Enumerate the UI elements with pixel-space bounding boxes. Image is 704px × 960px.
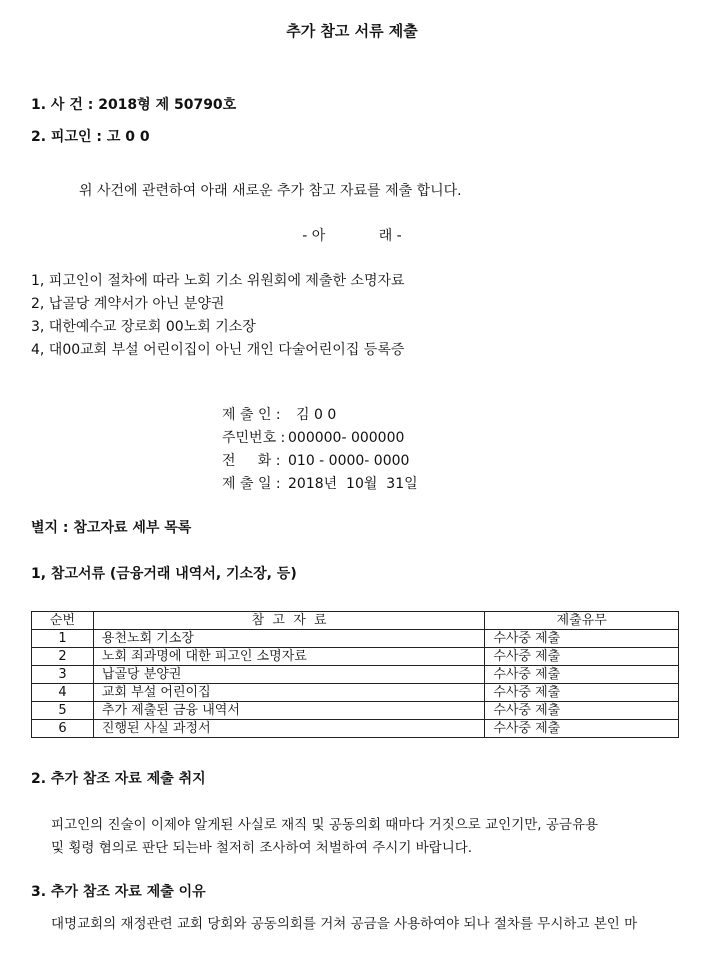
header-reference: 참 고 자 료: [93, 612, 484, 630]
section2-line-1: 피고인의 진술이 이제야 알게된 사실로 재직 및 공동의회 때마다 거짓으로 교인기만, 공금유용: [51, 817, 599, 833]
submitter-id-value: 000000- 000000: [288, 430, 405, 446]
table-row: [32, 630, 679, 648]
submitter-date-label: 제 출 일 :: [222, 476, 281, 492]
document-title: 추가 참고 서류 제출: [286, 22, 418, 40]
appendix-title: 별지 : 참고자료 세부 목록: [31, 520, 192, 536]
below-heading: - 아 래 -: [302, 228, 402, 244]
header-number: 순번: [32, 612, 94, 630]
section3-title: 3. 추가 참조 자료 제출 이유: [31, 884, 206, 900]
table-header-row: [32, 612, 679, 630]
row-status: 수사중 제출: [485, 684, 679, 702]
table-row: [32, 666, 679, 684]
table-row: [32, 702, 679, 720]
submitter-phone-value: 010 - 0000- 0000: [288, 453, 410, 469]
submitter-name-row: [222, 404, 336, 424]
row-reference: 추가 제출된 금융 내역서: [93, 702, 484, 720]
case-label: 1. 사 건 :: [31, 97, 99, 113]
row-status: 수사중 제출: [485, 720, 679, 738]
row-reference: 용천노회 기소장: [93, 630, 484, 648]
submitter-phone-label: 전 화 :: [222, 453, 281, 469]
row-number: 1: [32, 630, 94, 648]
row-number: 6: [32, 720, 94, 738]
row-reference: 노회 죄과명에 대한 피고인 소명자료: [93, 648, 484, 666]
section3-line-1: 대명교회의 재정관련 교회 당회와 공동의회를 거쳐 공금을 사용하여야 되나 절차를 무시하고 본인 마: [51, 916, 638, 932]
header-status: 제출유무: [485, 612, 679, 630]
row-reference: 납골당 분양권: [93, 666, 484, 684]
table-row: [32, 684, 679, 702]
item-2: 2, 납골당 계약서가 아닌 분양권: [31, 296, 225, 312]
row-status: 수사중 제출: [485, 666, 679, 684]
row-number: 4: [32, 684, 94, 702]
submitter-id-label: 주민번호 :: [222, 430, 286, 446]
table-row: [32, 648, 679, 666]
section2-line-2: 및 횡령 혐의로 판단 되는바 철저히 조사하여 처벌하여 주시기 바랍니다.: [51, 840, 473, 856]
item-3: 3, 대한예수교 장로회 00노회 기소장: [31, 319, 256, 335]
submitter-date-row: [222, 473, 418, 493]
item-4: 4, 대00교회 부설 어린이집이 아닌 개인 다술어린이집 등록증: [31, 342, 405, 358]
submitter-phone-row: [222, 450, 409, 470]
row-status: 수사중 제출: [485, 702, 679, 720]
submitter-date-value: 2018년 10월 31일: [288, 476, 418, 492]
row-number: 3: [32, 666, 94, 684]
reference-table: [31, 611, 679, 738]
row-reference: 진행된 사실 과정서: [93, 720, 484, 738]
intro-text: 위 사건에 관련하여 아래 새로운 추가 참고 자료를 제출 합니다.: [79, 183, 462, 199]
table-row: [32, 720, 679, 738]
row-status: 수사중 제출: [485, 630, 679, 648]
submitter-id-row: [222, 427, 404, 447]
item-1: 1, 피고인이 절차에 따라 노회 기소 위원회에 제출한 소명자료: [31, 273, 405, 289]
row-reference: 교회 부설 어린이집: [93, 684, 484, 702]
case-value: 2018형 제 50790호: [98, 97, 237, 113]
section1-title: 1, 참고서류 (금융거래 내역서, 기소장, 등): [31, 566, 297, 582]
row-number: 5: [32, 702, 94, 720]
case-line: [31, 94, 236, 114]
row-number: 2: [32, 648, 94, 666]
row-status: 수사중 제출: [485, 648, 679, 666]
defendant-label: 2. 피고인 :: [31, 129, 107, 145]
submitter-name-value: 김 0 0: [296, 407, 337, 423]
submitter-name-label: 제 출 인 :: [222, 407, 281, 423]
defendant-value: 고 0 0: [106, 129, 150, 145]
section2-title: 2. 추가 참조 자료 제출 취지: [31, 771, 206, 787]
defendant-line: [31, 126, 150, 146]
